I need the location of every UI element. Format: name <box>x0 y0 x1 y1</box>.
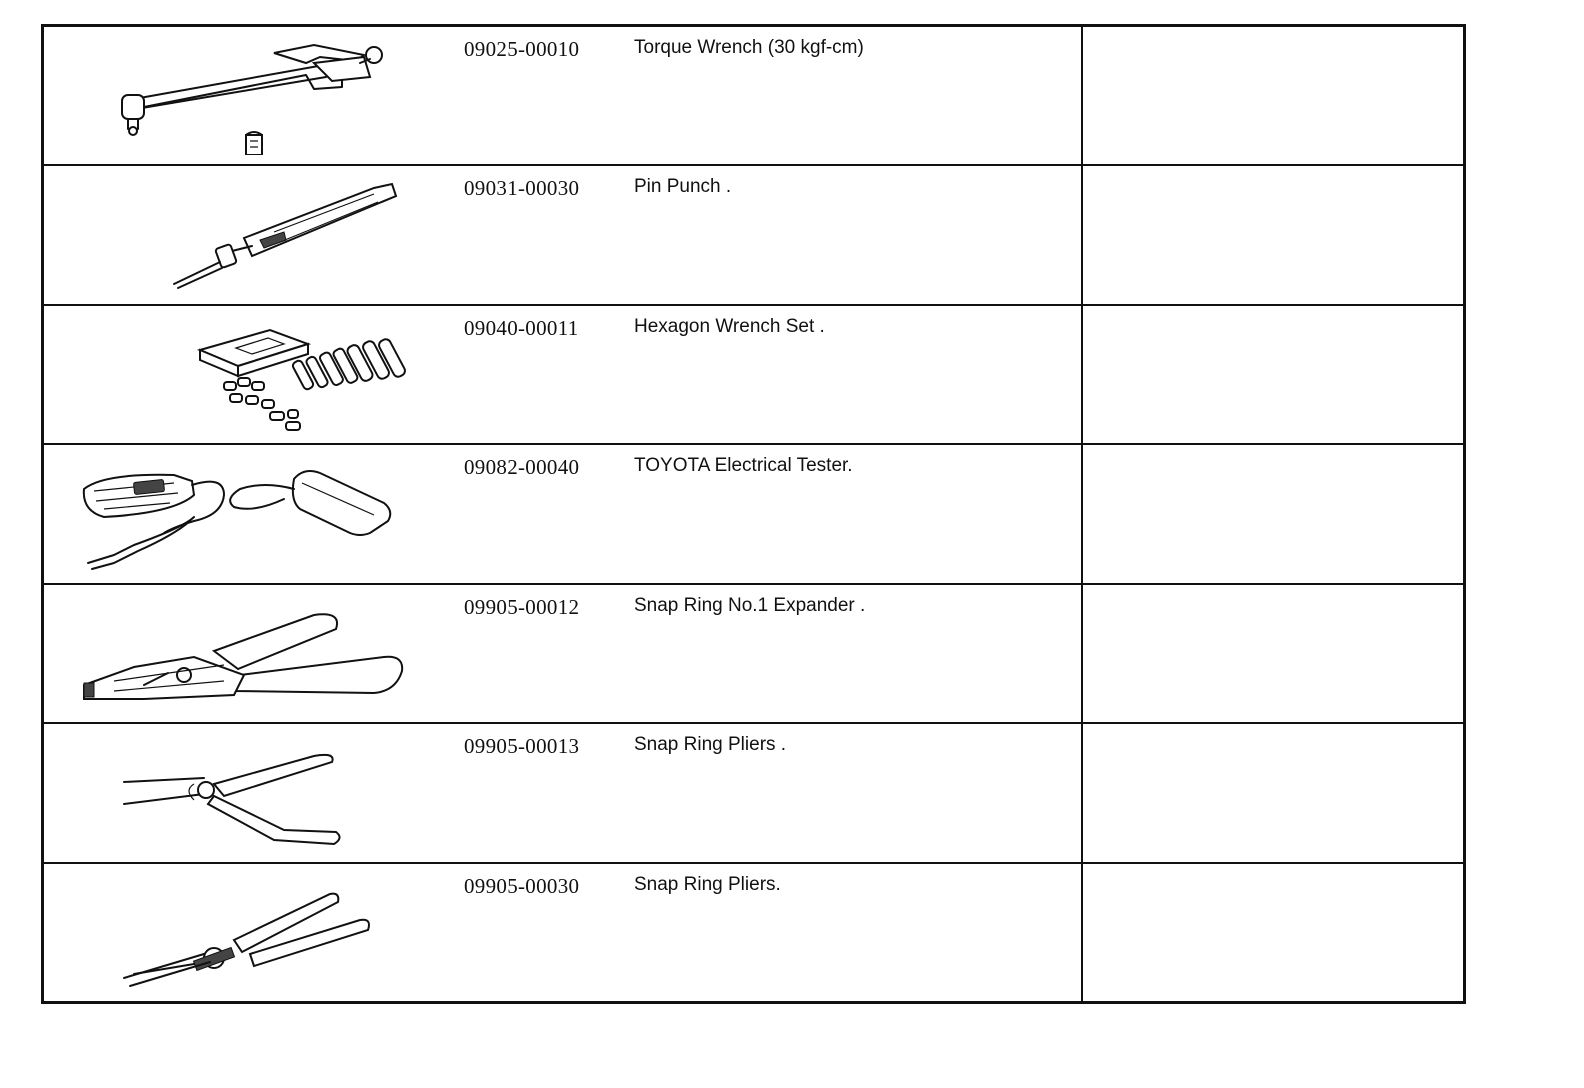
tool-name: Pin Punch . <box>634 166 1083 303</box>
snap-ring-pliers-long-icon <box>74 874 434 992</box>
tool-name: Snap Ring No.1 Expander . <box>634 585 1083 722</box>
illustration-cell <box>44 27 464 164</box>
tool-name: Snap Ring Pliers . <box>634 724 1083 861</box>
part-number: 09905-00013 <box>464 734 580 759</box>
part-number: 09031-00030 <box>464 176 580 201</box>
part-number: 09082-00040 <box>464 455 580 480</box>
note-cell <box>1083 864 1463 1001</box>
note-cell <box>1083 306 1463 443</box>
illustration-cell <box>44 724 464 861</box>
torque-wrench-icon <box>74 37 434 155</box>
illustration-cell <box>44 445 464 582</box>
tool-name: Hexagon Wrench Set . <box>634 306 1083 443</box>
special-tools-table <box>41 24 1466 1004</box>
table-row <box>44 864 1463 1001</box>
part-number: 09025-00010 <box>464 37 580 61</box>
table-row <box>44 166 1463 305</box>
part-number: 09905-00012 <box>464 594 580 619</box>
tool-name: Snap Ring Pliers. <box>634 864 1083 1001</box>
illustration-cell <box>44 166 464 303</box>
illustration-cell <box>44 585 464 722</box>
note-cell <box>1083 724 1463 861</box>
pin-punch-icon <box>74 176 434 294</box>
illustration-cell <box>44 864 464 1001</box>
table-row <box>44 724 1463 863</box>
table-row <box>44 585 1463 724</box>
table-row <box>44 445 1463 584</box>
hexagon-wrench-set-icon <box>74 316 434 434</box>
part-number: 09040-00011 <box>464 315 579 340</box>
tool-name: TOYOTA Electrical Tester. <box>634 445 1083 582</box>
electrical-tester-icon <box>74 455 434 573</box>
table-row <box>44 306 1463 445</box>
note-cell <box>1083 166 1463 303</box>
note-cell <box>1083 585 1463 722</box>
tool-name: Torque Wrench (30 kgf-cm) <box>634 27 1083 164</box>
part-number: 09905-00030 <box>464 873 580 898</box>
snap-ring-expander-icon <box>74 595 434 713</box>
note-cell <box>1083 445 1463 582</box>
table-row <box>44 27 1463 166</box>
note-cell <box>1083 27 1463 164</box>
snap-ring-pliers-icon <box>74 734 434 852</box>
illustration-cell <box>44 306 464 443</box>
